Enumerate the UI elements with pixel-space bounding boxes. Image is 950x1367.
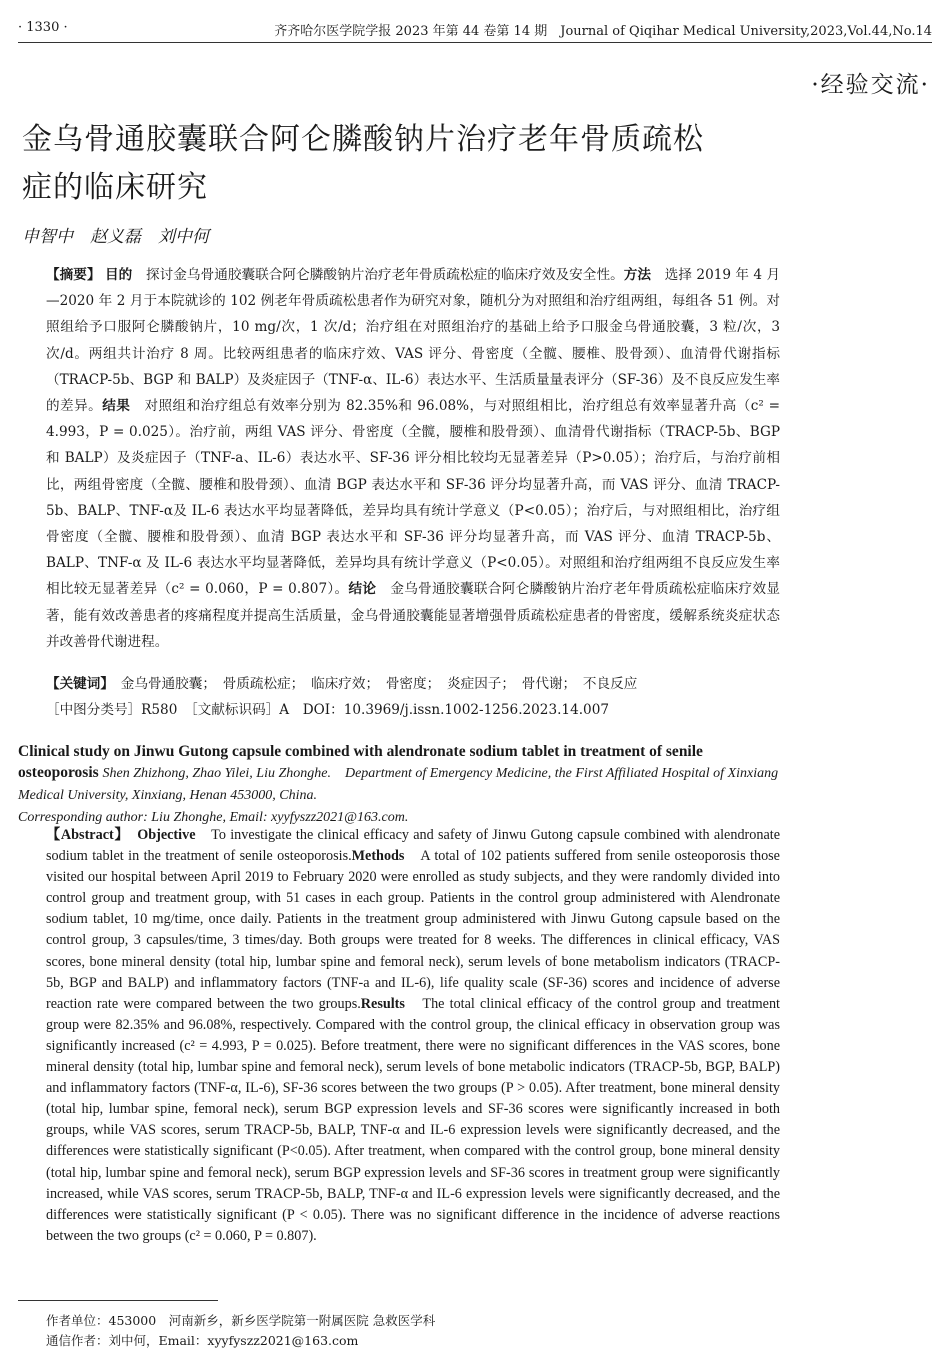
methods-en-label: Methods [351, 848, 405, 865]
results-en-text: The total clinical efficacy of the control group and treatment group were 82.35% and 96.08%, respectively. Compared with the control group, the clinical efficacy in observation group was significantly increased (c² = 4.993, P = 0.025). Before treatment, there were no significant differences in the VAS scores, bone mineral density (total hip, lumbar spine and femoral neck), serum levels of bone metabolic indicators (TRACP-5b, BGP, BALP) and inflammatory factors (TNF-α, IL-6), SF-36 scores between the two groups (P > 0.05). After treatment, bone mineral density (total hip, lumbar spine, femoral neck), serum BGP expression levels and SF-36 scores were significantly increased in both groups, while VAS scores, serum TRACP-5b, BALP, TNF-α and IL-6 expression levels were significantly decreased, and the differences were statistically significant (P<0.05). After treatment, when compared with the control group, bone mineral density (total hip, lumbar spine and femoral neck), serum BGP expression levels and SF-36 scores in treatment group were significantly increased, while VAS scores, serum TRACP-5b, BALP, TNF-α and IL-6 expression levels were significantly decreased, and the differences were statistically significant (P < 0.05). There was no significant difference in the incidence of adverse reactions between the two groups (c² = 0.060, P = 0.807). [46, 995, 780, 1244]
corresponding-author-en: Corresponding author: Liu Zhonghe, Email: xyyfyszz2021@163.com. [18, 810, 409, 825]
classification-doi: ［中图分类号］R580 ［文献标识码］A DOI：10.3969/j.issn.1002-1256.2023.14.007 [46, 702, 609, 718]
objective-label: 目的 [105, 267, 133, 283]
author-affiliation-note: 作者单位：453000 河南新乡，新乡医学院第一附属医院 急救医学科 [46, 1313, 436, 1328]
header-rule [18, 42, 932, 43]
journal-citation: 齐齐哈尔医学院学报 2023 年第 44 卷第 14 期 Journal of Qiqihar Medical University,2023,Vol.44,No.14 [274, 24, 932, 39]
abstract-label: 【摘要】 [46, 267, 101, 283]
conclusion-text: 金乌骨通胶囊联合阿仑膦酸钠片治疗老年骨质疏松症临床疗效显著，能有效改善患者的疼痛程度并提高生活质量，金乌骨通胶囊能显著增强骨质疏松症患者的骨密度，缓解系统炎症状态并改善骨代谢进程。 [46, 581, 781, 650]
methods-en-text: A total of 102 patients suffered from senile osteoporosis those visited our hospital between April 2019 to February 2020 were enrolled as study subjects, and they were randomly divided into control group and treatment group, with 51 cases in each group. Patients in the control group administered with Alendronate sodium tablet, 10 mg/time, once daily. Patients in the treatment group administered with Jinwu Gutong capsule based on the control group, 3 capsules/time, 3 times/day. Both groups were treated for 8 weeks. The differences in clinical efficacy, VAS scores, bone mineral density (total hip, lumbar spine and femoral neck), serum levels of bone metabolism indicators (TRACP-5b, BGP and BALP) and inflammatory factors (TNF-a and IL-6), life quality scale (SF-36) scores and incidence of adverse reaction rate were compared between the two groups. [46, 848, 780, 1012]
running-header [18, 20, 932, 40]
footnote-rule [18, 1300, 218, 1301]
objective-en-label: Objective [137, 827, 196, 843]
conclusion-label: 结论 [348, 581, 377, 598]
objective-text: 探讨金乌骨通胶囊联合阿仑膦酸钠片治疗老年骨质疏松症的临床疗效及安全性。 [145, 267, 624, 283]
article-title-en: Clinical study on Jinwu Gutong capsule combined with alendronate sodium tablet in treatment of senile osteoporosis [18, 743, 703, 781]
authors-affiliation-en: Shen Zhizhong, Zhao Yilei, Liu Zhonghe. Department of Emergency Medicine, the First Affiliated Hospital of Xinxiang Medical University, Xinxiang, Henan 453000, China. [18, 766, 779, 803]
abstract-en-label: 【Abstract】 [46, 827, 123, 843]
keywords-label: 【关键词】 [46, 676, 108, 692]
keywords [46, 671, 786, 697]
correspondence-note: 通信作者：刘中何，Email：xyyfyszz2021@163.com [46, 1333, 359, 1348]
page-number: · 1330 · [18, 20, 68, 35]
english-title-block [18, 741, 780, 828]
abstract-cn [18, 262, 780, 655]
objective-en-text: To investigate the clinical efficacy and safety of Jinwu Gutong capsule combined with alendronate sodium tablet in the treatment of senile osteoporosis. [46, 827, 780, 865]
article-title-cn: 金乌骨通胶囊联合阿仑膦酸钠片治疗老年骨质疏松症的临床研究 [22, 122, 704, 205]
footnote [46, 1311, 435, 1351]
section-label: ·经验交流· [811, 72, 930, 98]
results-text: 对照组和治疗组总有效率分别为 82.35%和 96.08%，与对照组相比，治疗组总有效率显著升高（c² = 4.993，P = 0.025）。治疗前，两组 VAS 评分、骨密度（全髋，腰椎和股骨颈）、血清骨代谢指标（TRACP-5b、BGP 和 BALP）及炎症因子（TNF-a、IL-6）表达水平、SF-36 评分相比较均无显著差异（P>0.05）；治疗后，与治疗前相比，两组骨密度（全髋、腰椎和股骨颈）、血清 BGP 表达水平和 SF-36 评分均显著升高，而 VAS 评分、血清 TRACP-5b、BALP、TNF-α及 IL-6 表达水平均显著降低，差异均具有统计学意义（P<0.05）；治疗后，与对照组相比，治疗组骨密度（全髋、腰椎和股骨颈）、血清 BGP 表达水平和 SF-36 评分均显著升高，而 VAS 评分、血清 TRACP-5b、BALP、TNF-α 及 IL-6 表达水平均显著降低，差异均具有统计学意义（P<0.05）。对照组和治疗组两组不良反应发生率相比较无显著差异（c² = 0.060，P = 0.807）。 [46, 398, 780, 598]
methods-text: 选择 2019 年 4 月—2020 年 2 月于本院就诊的 102 例老年骨质疏松患者作为研究对象，随机分为对照组和治疗组两组，每组各 51 例。对照组给予口服阿仑膦酸钠片，10 mg/次，1 次/d；治疗组在对照组治疗的基础上给予口服金乌骨通胶囊，3 粒/次，3 次/d。两组共计治疗 8 周。比较两组患者的临床疗效、VAS 评分、骨密度（全髋、腰椎、股骨颈）、血清骨代谢指标（TRACP-5b、BGP 和 BALP）及炎症因子（TNF-α、IL-6）表达水平、生活质量量表评分（SF-36）及不良反应发生率的差异。 [46, 267, 781, 415]
results-en-label: Results [360, 995, 405, 1012]
methods-label: 方法 [623, 267, 652, 283]
paper-page [18, 0, 932, 1367]
keywords-list: 金乌骨通胶囊； 骨质疏松症； 临床疗效； 骨密度； 炎症因子； 骨代谢； 不良反应 [120, 676, 638, 692]
abstract-en [18, 825, 780, 1247]
results-label: 结果 [102, 398, 131, 415]
authors-cn: 申智中 赵义磊 刘中何 [22, 227, 209, 247]
